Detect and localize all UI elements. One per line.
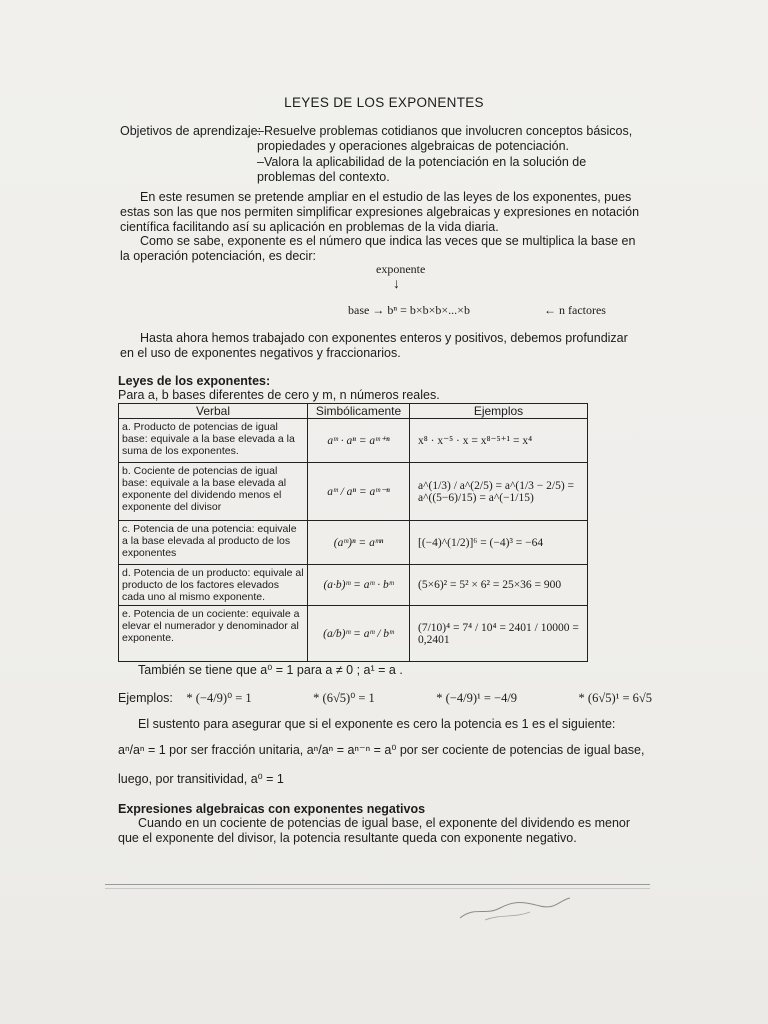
table-row [119, 419, 588, 463]
pencil-mark-icon [455, 894, 575, 924]
footer-divider [105, 884, 650, 885]
objectives-label: Objetivos de aprendizaje: [120, 124, 262, 138]
row-example: a^(1/3) / a^(2/5) = a^(1/3 − 2/5) = a^((5−6)/15) = a^(−1/15) [410, 463, 588, 521]
proof-line: aⁿ/aⁿ = 1 por ser fracción unitaria, aⁿ/aⁿ = aⁿ⁻ⁿ = a⁰ por ser cociente de potencias de igual base, [118, 743, 645, 757]
row-symbolic: (a/b)ᵐ = aᵐ / bᵐ [308, 606, 410, 662]
row-symbolic: aᵐ · aⁿ = aᵐ⁺ⁿ [308, 419, 410, 463]
objective-2: –Valora la aplicabilidad de la potenciación en la solución de problemas del contexto. [257, 155, 587, 184]
intro-paragraph-1: En este resumen se pretende ampliar en el estudio de las leyes de los exponentes, pues estas son las que nos permiten simplificar expresiones algebraicas y expresiones en notación científica facilitando así su aplicación en problemas de la vida diaria. [120, 190, 640, 234]
examples-line [118, 690, 652, 706]
table-header-row [119, 404, 588, 419]
example-item: * (6√5)⁰ = 1 [313, 691, 375, 705]
example-item: * (6√5)¹ = 6√5 [578, 691, 653, 705]
formula-power-definition: base → bⁿ = b×b×b×...×b [348, 303, 470, 317]
table-row [119, 606, 588, 662]
row-example: (7/10)⁴ = 7⁴ / 10⁴ = 2401 / 10000 = 0,2401 [410, 606, 588, 662]
example-item: * (−4/9)¹ = −4/9 [436, 691, 518, 705]
header-examples: Ejemplos [410, 404, 588, 419]
row-symbolic: (a·b)ᵐ = aᵐ · bᵐ [308, 565, 410, 606]
negative-exponents-paragraph: Cuando en un cociente de potencias de igual base, el exponente del dividendo es menor que el exponente del divisor, la potencia resultante queda con exponente negativo. [118, 816, 631, 845]
row-verbal: b. Cociente de potencias de igual base: equivale a la base elevada al exponente del dividendo menos el exponente del divisor [119, 463, 308, 521]
examples-label: Ejemplos: [118, 691, 173, 705]
row-symbolic: (aᵐ)ⁿ = aᵐⁿ [308, 521, 410, 565]
sustento-paragraph: El sustento para asegurar que si el exponente es cero la potencia es 1 es el siguiente: [138, 717, 616, 731]
formula-exponent-label: exponente [376, 262, 426, 276]
page-title: LEYES DE LOS EXPONENTES [284, 95, 484, 110]
example-item: * (−4/9)⁰ = 1 [186, 691, 252, 705]
table-row [119, 565, 588, 606]
row-verbal: c. Potencia de una potencia: equivale a la base elevada al producto de los exponentes [119, 521, 308, 565]
row-verbal: d. Potencia de un producto: equivale al producto de los factores elevados cada uno al mismo exponente. [119, 565, 308, 606]
zero-exponent-note: También se tiene que a⁰ = 1 para a ≠ 0 ; a¹ = a . [138, 663, 403, 677]
table-row [119, 463, 588, 521]
conclusion-line: luego, por transitividad, a⁰ = 1 [118, 772, 284, 786]
row-example: [(−4)^(1/2)]⁶ = (−4)³ = −64 [410, 521, 588, 565]
hasta-paragraph: Hasta ahora hemos trabajado con exponentes enteros y positivos, debemos profundizar en el uso de exponentes negativos y fraccionarios. [120, 331, 628, 360]
row-verbal: e. Potencia de un cociente: equivale a elevar el numerador y denominador al exponente. [119, 606, 308, 662]
negative-exponents-heading: Expresiones algebraicas con exponentes negativos [118, 802, 426, 816]
formula-down-arrow: ↓ [393, 277, 400, 292]
table-row [119, 521, 588, 565]
laws-heading: Leyes de los exponentes: [118, 374, 271, 388]
row-example: (5×6)² = 5² × 6² = 25×36 = 900 [410, 565, 588, 606]
laws-table [118, 403, 588, 662]
row-verbal: a. Producto de potencias de igual base: equivale a la base elevada a la suma de los exponentes. [119, 419, 308, 463]
header-verbal: Verbal [119, 404, 308, 419]
row-symbolic: aᵐ / aⁿ = aᵐ⁻ⁿ [308, 463, 410, 521]
footer-divider-faint [105, 888, 650, 889]
row-example: x⁸ · x⁻⁵ · x = x⁸⁻⁵⁺¹ = x⁴ [410, 419, 588, 463]
header-symbolic: Simbólicamente [308, 404, 410, 419]
laws-intro: Para a, b bases diferentes de cero y m, n números reales. [118, 388, 440, 402]
formula-factors-note: ← n factores [544, 303, 606, 317]
intro-paragraph-2: Como se sabe, exponente es el número que indica las veces que se multiplica la base en la operación potenciación, es decir: [120, 234, 636, 263]
objective-1: –Resuelve problemas cotidianos que involucren conceptos básicos, propiedades y operaciones algebraicas de potenciación. [257, 124, 633, 153]
